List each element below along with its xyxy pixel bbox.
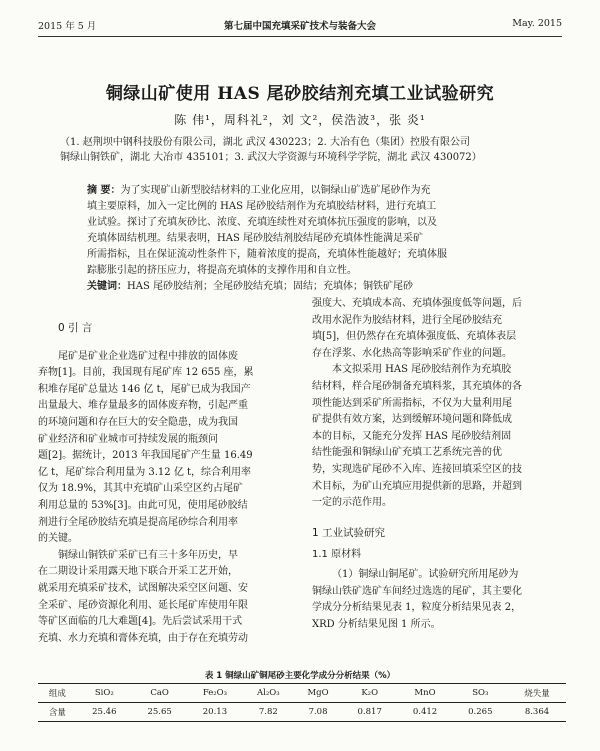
abstract-line: 业试验。探讨了充填灰砂比、浓度、充填连续性对充填体抗压强度的影响，以及	[87, 217, 437, 228]
header-divider	[38, 36, 562, 37]
chemical-composition-table	[38, 683, 566, 722]
right-column	[312, 296, 566, 633]
table-cell: 7.82	[258, 707, 278, 717]
abstract	[87, 183, 532, 295]
paragraph: 本文拟采用 HAS 尾砂胶结剂作为充填胶 结材料，样合尾砂制备充填料浆，其充填体的各 项性能达到采矿所需指标，不仅为大量利用尾 矿提供有效方案，达到缓解环境问题和降低成 本的目标，又能充分发挥 HAS 尾砂胶结剂固 结性能强和铜绿山矿充填工艺系统完善的优 势，实现选矿尾砂不入库、连接回填采空区的技 术目标，为矿山充填应用提供新的思路，并超到 一定的示范作用。	[312, 364, 522, 509]
table-header-cell: K₂O	[361, 688, 379, 698]
section-heading-experiment: 1 工业试验研究	[312, 526, 386, 539]
abstract-line: 充填体固结机理。结果表明，HAS 尾砂胶结剂胶结尾砂充填体性能满足采矿	[87, 233, 423, 244]
abstract-label: 摘 要：	[87, 185, 121, 196]
left-column	[38, 320, 290, 647]
table-cell: 25.46	[92, 707, 117, 717]
table-header-cell: MnO	[414, 688, 436, 698]
abstract-line: 填主要原料，加入一定比例的 HAS 尾砂胶结剂作为充填胶结材料，进行充填工	[87, 201, 437, 212]
table-cell: 含量	[48, 708, 66, 718]
table-header-cell: 组成	[48, 689, 66, 699]
section-heading-intro: 0 引 言	[58, 322, 93, 334]
table-header-cell: Al₂O₃	[256, 688, 280, 698]
table-cell: 0.412	[412, 707, 438, 717]
table-header-cell: SiO₂	[94, 688, 114, 698]
table-cell: 0.817	[357, 707, 382, 717]
affiliation-line: 铜绿山铜铁矿，湖北 大冶市 435101；3. 武汉大学资源与环境科学学院，湖北 武汉 430072）	[60, 152, 482, 163]
abstract-line: 踪膨胀引起的挤压应力，将提高充填体的支撑作用和自立性。	[87, 265, 357, 276]
subsection-heading-materials: 1.1 原材料	[312, 549, 362, 561]
table-cell: 20.13	[202, 707, 228, 717]
table-header-cell: MgO	[307, 688, 329, 698]
table-row	[38, 703, 566, 722]
table-header-cell: 烧失量	[524, 689, 550, 699]
running-header	[38, 18, 562, 32]
paragraph: 尾矿是矿业企业选矿过程中排放的固体废 弃物[1]。目前，我国现有尾矿库 12 655 座，累 积堆存尾矿总量达 146 亿 t，尾矿已成为我国产 出量最大、堆存量最多的固体废弃物，引起严重 的环境问题和存在巨大的安全隐患，成为我国 矿业经济和矿业城市可持续发展的瓶颈问 题[2]。据统计，2013 年我国尾矿产生量 16.49 亿 t，尾矿综合利用量为 3.12 亿 t，综合利用率 仅为 18.9%，其其中充填矿山采空区约占尾矿 利用总量的 53%[3]。由此可见，使用尾砂胶结 剂进行全尾砂胶结充填是提高尾砂综合利用率 的关键。	[38, 350, 254, 545]
header-conference: 第七届中国充填采矿技术与装备大会	[223, 21, 376, 32]
table-header-cell: Fe₂O₃	[202, 688, 228, 698]
paragraph: （1）铜绿山铜尾矿。试验研究所用尾砂为 铜绿山铁矿选矿车间经过选选的尾矿，其主要化 学成分分析结果见表 1，粒度分析结果见表 2， XRD 分析结果见图 1 所示。	[312, 568, 522, 630]
table-header-row	[38, 684, 566, 703]
author-list: 陈 伟¹，周科礼²，刘 文²，侯浩波³，张 炎¹	[174, 113, 426, 127]
table-cell: 8.364	[524, 707, 550, 717]
table-header-cell: CaO	[150, 688, 169, 698]
header-date: 2015 年 5 月	[38, 21, 97, 32]
keywords-label: 关键词：	[87, 281, 127, 292]
table-header-cell: SO₃	[472, 688, 489, 698]
keywords: 关键词：HAS 尾砂胶结剂；全尾砂胶结充填；固结；充填体；铜铁矿尾砂	[87, 281, 413, 292]
abstract-line: 所需指标，且在保证流动性条件下，随着浓度的提高，充填体性能越好；充填体服	[87, 249, 447, 260]
table-cell: 25.65	[147, 707, 172, 717]
table-cell: 0.265	[468, 707, 493, 717]
abstract-line: 摘 要：为了实现矿山新型胶结材料的工业化应用，以铜绿山矿选矿尾砂作为充	[87, 185, 431, 196]
paragraph: 铜绿山铜铁矿采矿已有三十多年历史，早 在二期设计采用露天地下联合开采工艺开始， 就采用充填采矿技术，试图解决采空区问题、安 全采矿、尾砂资源化利用、延长尾矿库使用年限 等矿区面临的几大难题[4]。先后尝试采用干式 充填、水力充填和膏体充填，由于存在充填劳动	[38, 549, 248, 644]
paper-title: 铜绿山矿使用 HAS 尾砂胶结剂充填工业试验研究	[105, 84, 495, 104]
table-caption: 表 1 铜绿山矿铜尾砂主要化学成分分析结果（%）	[204, 671, 396, 681]
table-cell: 7.08	[308, 707, 328, 717]
paragraph: 强度大、充填成本高、充填体强度低等问题，后 改用水泥作为胶结材料，进行全尾砂胶结充 填[5]，但仍然存在充填体强度低、充填体表层 存在浮浆、水化热高等影响采矿作业的问题。	[312, 298, 522, 359]
affiliation-line: （1. 赵荆坝中钢科技股份有限公司，湖北 武汉 430223；2. 大冶有色（集团）控股有限公司	[60, 137, 470, 148]
header-month: May. 2015	[512, 18, 562, 29]
